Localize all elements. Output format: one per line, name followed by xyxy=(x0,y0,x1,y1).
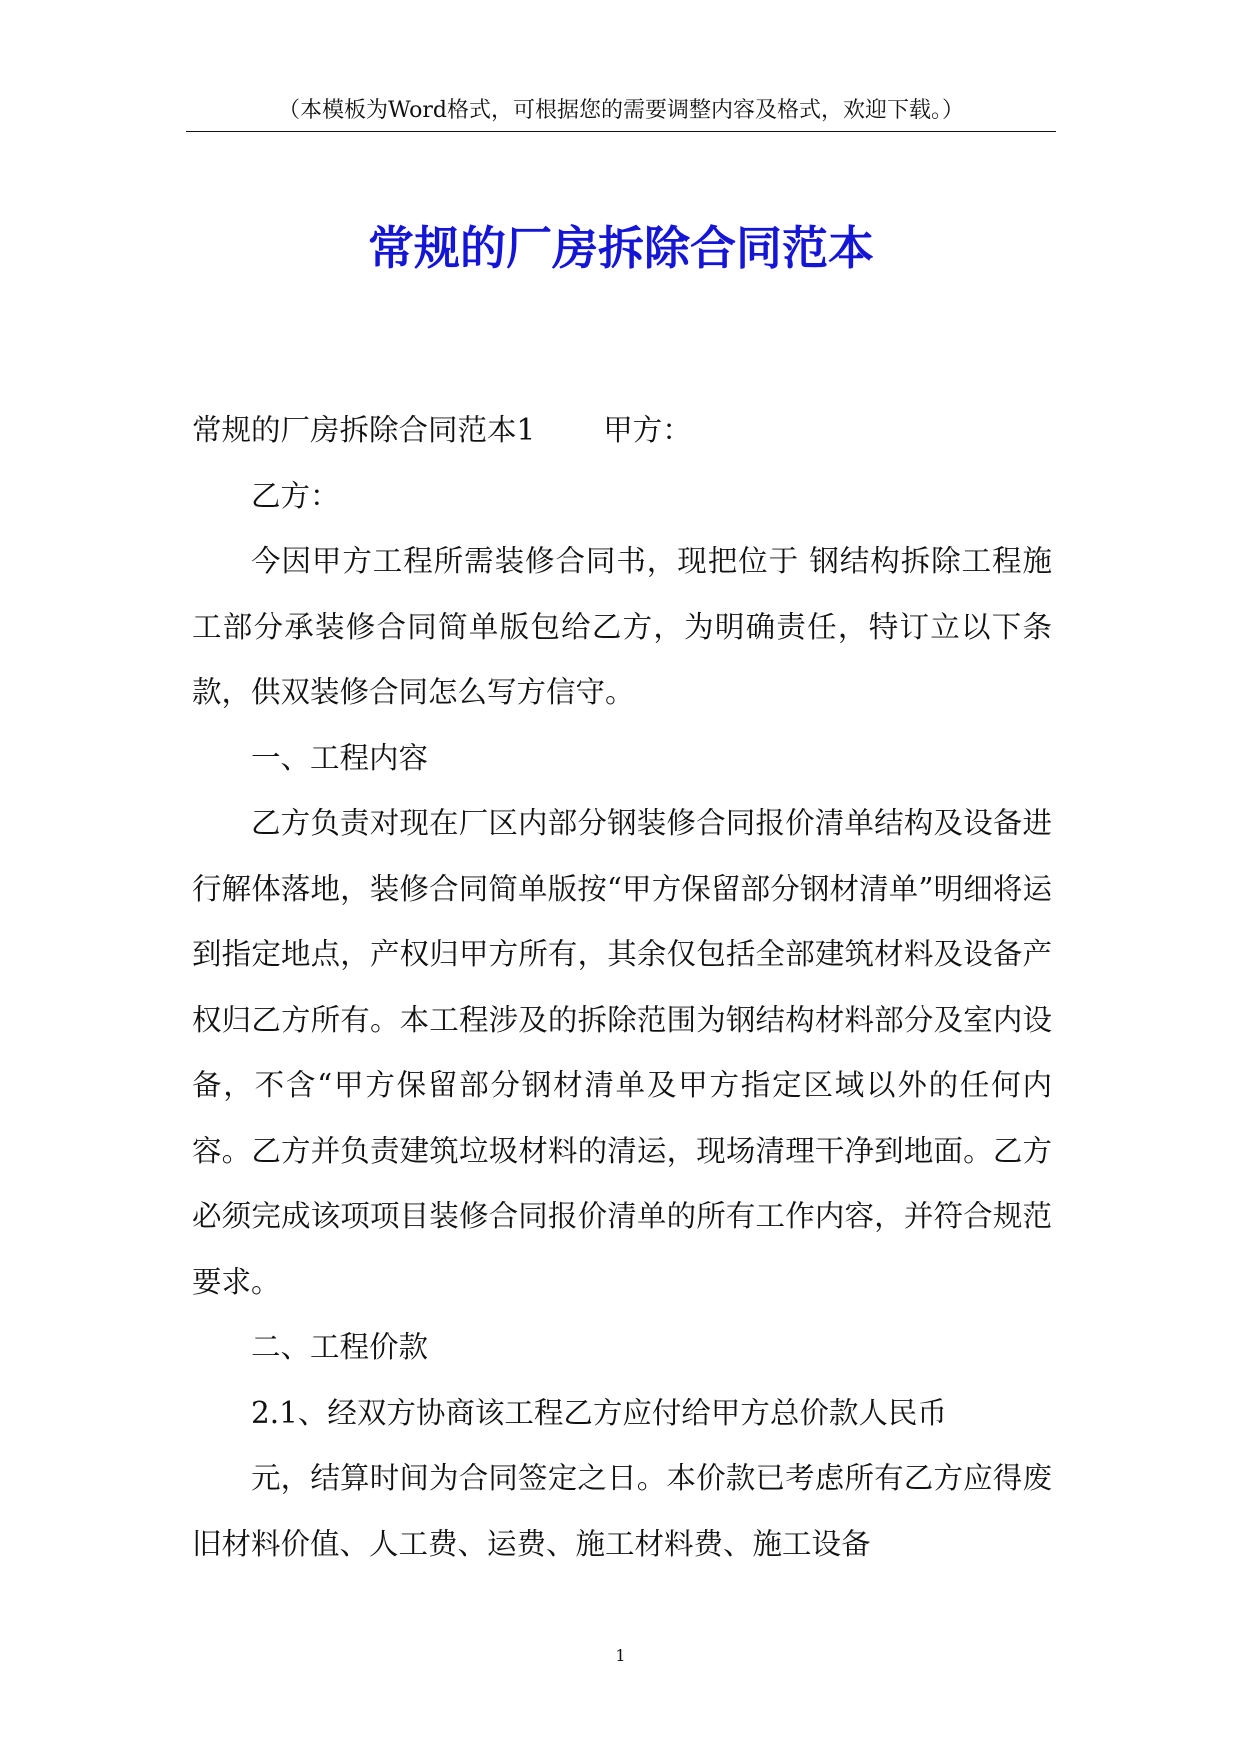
first-line xyxy=(192,398,1052,464)
contract-heading: 常规的厂房拆除合同范本1 xyxy=(192,413,536,447)
template-header-note: （本模板为Word格式，可根据您的需要调整内容及格式，欢迎下载。） xyxy=(278,98,964,123)
intro-paragraph: 今因甲方工程所需装修合同书，现把位于 钢结构拆除工程施工部分承装修合同简单版包给乙方，为明确责任，特订立以下条款，供双装修合同怎么写方信守。 xyxy=(192,544,1052,709)
section-1-heading: 一、工程内容 xyxy=(251,740,429,775)
clause-2-1-continued: 元，结算时间为合同签定之日。本价款已考虑所有乙方应得废旧材料价值、人工费、运费、施工材料费、施工设备 xyxy=(192,1461,1052,1561)
section-1-paragraph: 乙方负责对现在厂区内部分钢装修合同报价清单结构及设备进行解体落地，装修合同简单版按“甲方保留部分钢材清单”明细将运到指定地点，产权归甲方所有，其余仅包括全部建筑材料及设备产权归乙方所有。本工程涉及的拆除范围为钢结构材料部分及室内设备，不含“甲方保留部分钢材清单及甲方指定区域以外的任何内容。乙方并负责建筑垃圾材料的清运，现场清理干净到地面。乙方必须完成该项项目装修合同报价清单的所有工作内容，并符合规范要求。 xyxy=(192,806,1052,1299)
party-b-label: 乙方： xyxy=(251,478,340,513)
section-2-heading: 二、工程价款 xyxy=(251,1330,429,1364)
header-divider xyxy=(186,131,1056,132)
clause-2-1: 2.1、经双方协商该工程乙方应付给甲方总价款人民币 xyxy=(251,1395,947,1430)
party-a-label: 甲方： xyxy=(603,413,692,447)
page-number: 1 xyxy=(615,1646,626,1665)
document-body xyxy=(192,398,1052,1577)
document-title: 常规的厂房拆除合同范本 xyxy=(368,221,874,275)
